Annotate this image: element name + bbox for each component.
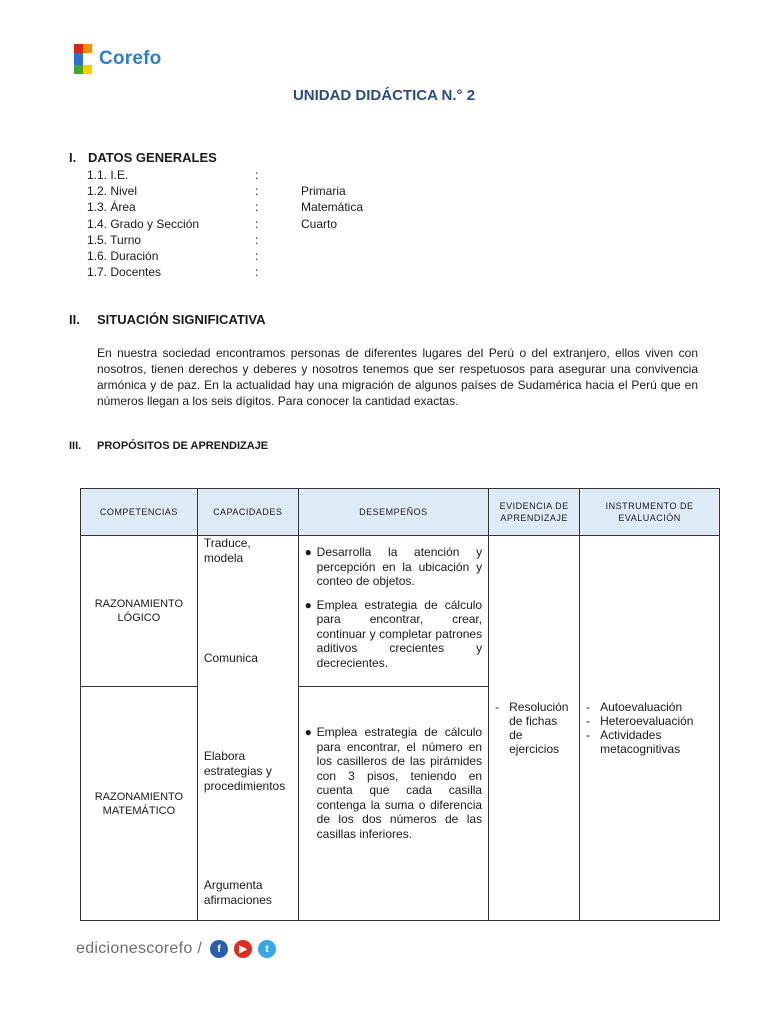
instrumento-text: Actividades metacognitivas <box>600 728 681 756</box>
footer <box>76 940 276 958</box>
general-row <box>87 183 363 199</box>
field-label: 1.4. Grado y Sección <box>87 216 200 231</box>
competencia-cell: RAZONAMIENTO MATEMÁTICO <box>81 687 198 921</box>
list-item <box>586 700 713 714</box>
section-title: DATOS GENERALES <box>88 150 217 165</box>
evidencia-list <box>495 700 573 756</box>
section-heading-datos-generales <box>69 150 217 165</box>
header-evidencia: EVIDENCIA DE APRENDIZAJE <box>489 489 580 536</box>
general-row <box>87 199 363 215</box>
bullet-icon: ● <box>304 725 312 739</box>
list-item <box>586 714 713 728</box>
desempeno-text: Emplea estrategia de cálculo para encontrar, el número en los casilleros de las pirámides con 3 pisos, teniendo en cuenta que cada casilla contenga la suma o diferencia de los dos números de las casillas inferiores. <box>316 725 483 841</box>
desempenos-cell <box>298 536 488 687</box>
header-competencias: COMPETENCIAS <box>81 489 198 536</box>
general-row <box>87 232 363 248</box>
corefo-logo-mark-icon <box>74 44 96 74</box>
general-row <box>87 216 363 232</box>
field-colon: : <box>255 232 259 247</box>
general-row <box>87 264 363 280</box>
instrumento-list <box>586 700 713 756</box>
competencia-cell: RAZONAMIENTO LÓGICO <box>81 536 198 687</box>
section-heading-situacion <box>69 312 266 327</box>
desempeno-text: Desarrolla la atención y percepción en la ubicación y conteo de objetos. <box>316 545 483 588</box>
field-label: 1.7. Docentes <box>87 265 162 280</box>
brand-name: Corefo <box>99 48 162 69</box>
section-title: PROPÓSITOS DE APRENDIZAJE <box>97 440 269 452</box>
corefo-logo <box>74 44 161 74</box>
section-number: I. <box>69 150 77 165</box>
desempeno-item <box>305 725 482 841</box>
capacidad-item: Comunica <box>203 651 258 665</box>
twitter-icon[interactable]: t <box>258 940 276 958</box>
instrumento-cell <box>580 536 720 921</box>
section-heading-propositos <box>69 440 268 452</box>
header-capacidades: CAPACIDADES <box>197 489 298 536</box>
field-value: Primaria <box>301 184 346 199</box>
field-value: Cuarto <box>301 216 338 231</box>
list-item <box>495 700 573 756</box>
table-row <box>81 536 720 687</box>
field-label: 1.6. Duración <box>87 249 159 264</box>
desempeno-text: Emplea estrategia de cálculo para encontrar, crear, continuar y completar patrones aditivos crecientes y decrecientes. <box>316 597 483 670</box>
header-desempenos: DESEMPEÑOS <box>298 489 488 536</box>
dash-icon: - <box>586 700 591 714</box>
field-colon: : <box>255 184 259 199</box>
situation-paragraph: En nuestra sociedad encontramos personas de diferentes lugares del Perú o del extranjero, ellos viven con nosotros, tienen derechos y deberes y nosotros tenemos que ser respetuosos para asegurar una convivencia armónica y de paz. En la actualidad hay una migración de algunos países de Sudamérica hacia el Perú que en números llegan a los seis dígitos. Para conocer la cantidad exactas. <box>97 346 698 408</box>
field-label: 1.5. Turno <box>87 232 142 247</box>
learning-purposes-table <box>80 488 720 921</box>
evidencia-cell <box>489 536 580 921</box>
section-number: III. <box>69 440 82 452</box>
document-title: UNIDAD DIDÁCTICA N.° 2 <box>292 87 476 104</box>
field-colon: : <box>255 216 259 231</box>
desempeno-item <box>305 598 482 671</box>
field-label: 1.2. Nivel <box>87 184 138 199</box>
facebook-icon[interactable]: f <box>210 940 228 958</box>
field-colon: : <box>255 249 259 264</box>
instrumento-text: Autoevaluación <box>600 700 683 714</box>
general-data-list <box>87 167 363 280</box>
capacidades-cell <box>197 536 298 921</box>
field-colon: : <box>255 200 259 215</box>
dash-icon: - <box>586 714 591 728</box>
dash-icon: - <box>586 728 591 742</box>
desempeno-item <box>305 545 482 589</box>
table-header-row <box>81 489 720 536</box>
field-colon: : <box>255 168 259 183</box>
field-value: Matemática <box>301 200 364 215</box>
footer-brand-text: edicionescorefo / <box>76 940 203 957</box>
general-row <box>87 167 363 183</box>
general-row <box>87 248 363 264</box>
header-instrumento: INSTRUMENTO DE EVALUACIÓN <box>580 489 720 536</box>
section-number: II. <box>69 312 80 327</box>
field-label: 1.3. Área <box>87 200 136 215</box>
capacidad-item: Traduce, modela <box>203 536 251 565</box>
section-title: SITUACIÓN SIGNIFICATIVA <box>97 312 266 327</box>
dash-icon: - <box>495 700 500 714</box>
capacidad-item: Elabora estrategias y procedimientos <box>203 749 286 793</box>
youtube-icon[interactable]: ▶ <box>234 940 252 958</box>
instrumento-text: Heteroevaluación <box>600 714 694 728</box>
desempenos-cell <box>298 687 488 921</box>
field-label: 1.1. I.E. <box>87 168 129 183</box>
bullet-icon: ● <box>304 545 312 559</box>
evidencia-text: Resolución de fichas de ejercicios <box>509 700 569 756</box>
capacidad-item: Argumenta afirmaciones <box>203 878 272 907</box>
bullet-icon: ● <box>304 597 312 612</box>
field-colon: : <box>255 265 259 280</box>
list-item <box>586 728 713 756</box>
